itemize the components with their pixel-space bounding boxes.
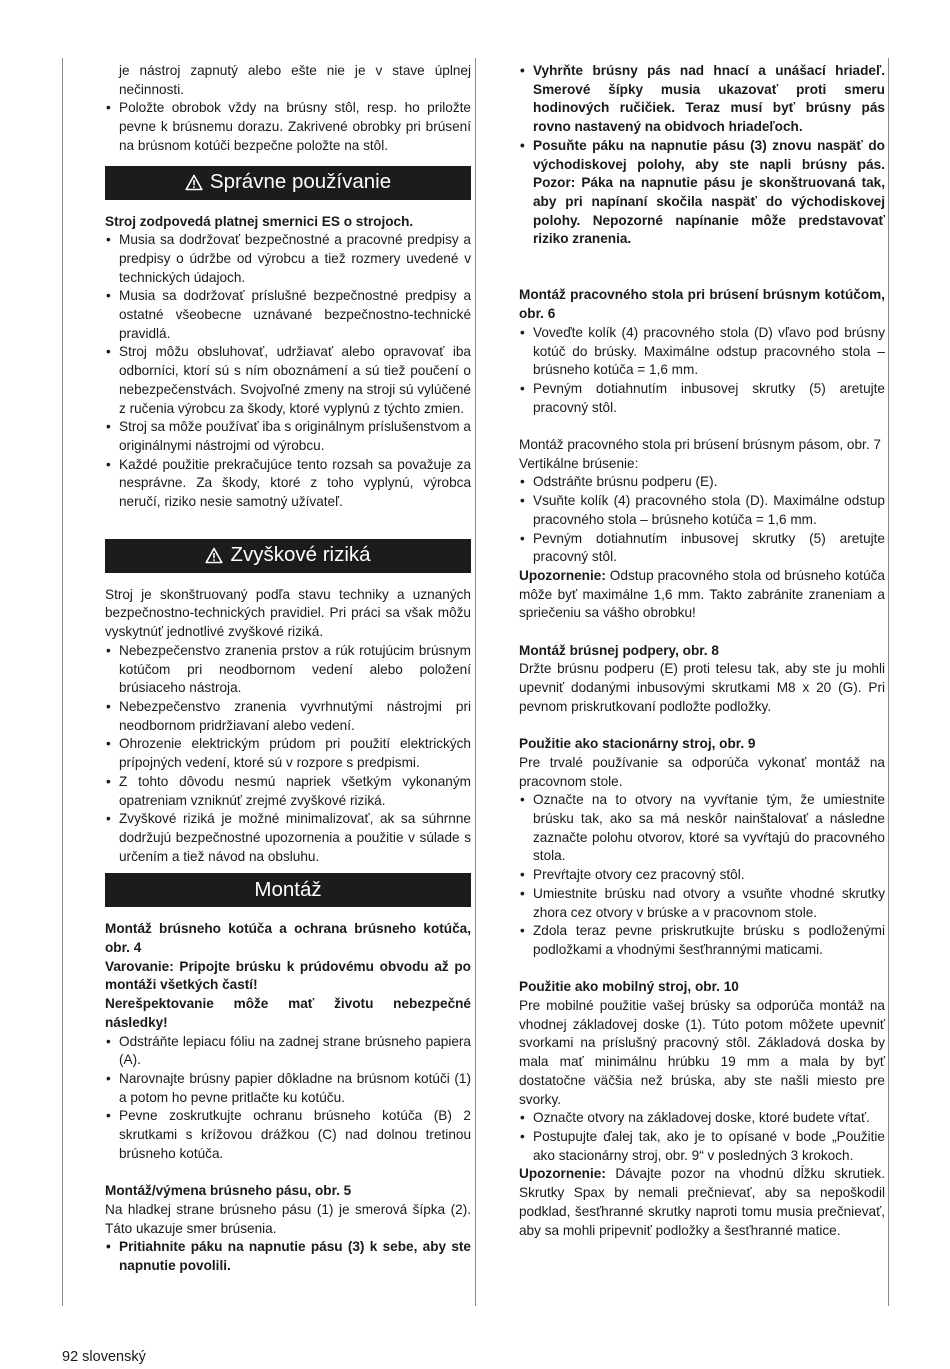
list-item: • Posuňte páku na napnutie pásu (3) znovu naspäť do východiskovej polohy, aby ste napli brúsny pás. Pozor: Páka na napnutie pásu je skonštruovaná tak, aby pri napínaní skočila naspäť do východiskovej polohy. Nepozorné napínanie môže predstavovať riziko zranenia.	[519, 137, 885, 249]
warning-triangle-icon	[185, 174, 203, 191]
disc-table-list	[519, 324, 885, 418]
section-banner-assembly	[105, 873, 471, 907]
list-item: • Odstráňte lepiacu fóliu na zadnej strane brúsneho papiera (A).	[105, 1033, 471, 1070]
list-item: • Pevným dotiahnutím inbusovej skrutky (5) aretujte pracovný stôl.	[519, 530, 885, 567]
note-text: Odstup pracovného stola od brúsneho kotúča môže byť maximálne 1,6 mm. Takto zabránite zraneniam a spriečeniu sa vášho obrobku!	[519, 567, 885, 621]
stationary-list	[519, 791, 885, 959]
list-item: • Z tohto dôvodu nesmú napriek všetkým vykonaným opatreniam vzniknúť zrejmé zvyškové riziká.	[105, 773, 471, 810]
left-column	[105, 62, 471, 1276]
section-banner-proper-use	[105, 166, 471, 200]
list-item: • Nebezpečenstvo zranenia vyvrhnutými nástrojmi pri neodbornom pridržiavaní alebo vedení.	[105, 698, 471, 735]
assembly-list	[105, 1033, 471, 1164]
list-item: • Postupujte ďalej tak, ako je to opísané v bode „Použitie ako stacionárny stroj, obr. 9“ v posledných 3 krokoch.	[519, 1128, 885, 1165]
subsection-heading: Použitie ako stacionárny stroj, obr. 9	[519, 736, 756, 752]
continued-text: je nástroj zapnutý alebo ešte nie je v stave úplnej nečinnosti.	[119, 63, 471, 97]
list-item: • Pevným dotiahnutím inbusovej skrutky (5) aretujte pracovný stôl.	[519, 380, 885, 417]
risks-list	[105, 642, 471, 866]
paragraph: Na hladkej strane brúsneho pásu (1) je smerová šípka (2). Táto ukazuje smer brúsenia.	[105, 1201, 471, 1236]
belt-steps-list	[105, 1238, 471, 1275]
section-title: Zvyškové riziká	[230, 543, 371, 567]
left-margin-rule	[62, 58, 63, 1306]
note-label: Upozornenie:	[519, 567, 606, 583]
section-lead: Stroj zodpovedá platnej smernici ES o strojoch.	[105, 213, 414, 229]
note-label: Upozornenie:	[519, 1166, 606, 1182]
subsection-heading: Montáž pracovného stola pri brúsení brúsnym kotúčom, obr. 6	[519, 287, 885, 322]
page-footer: 92 slovenský	[62, 1349, 146, 1365]
list-item: • Narovnajte brúsny papier dôkladne na brúsnom kotúči (1) a potom ho pevne pritlačte ku kotúču.	[105, 1070, 471, 1107]
list-item: • Položte obrobok vždy na brúsny stôl, resp. ho priložte pevne k brúsnemu dorazu. Zakrivené obrobky pri brúsení na brúsnom kotúči bezpečne položte na stôl.	[105, 99, 471, 155]
mobile-list	[519, 1109, 885, 1165]
proper-use-list	[105, 231, 471, 512]
section-title: Montáž	[254, 877, 322, 901]
list-item: • Vyhrňte brúsny pás nad hnací a unášací hriadeľ. Smerové šípky musia ukazovať proti smeru hodinových ručičiek. Teraz musí byť brúsny pás rovno nastavený na obidvoch hriadeľoch.	[519, 62, 885, 137]
list-item: • Každé použitie prekračujúce tento rozsah sa považuje za nesprávne. Za škody, ktoré z toho vyplynú, výrobca neručí, riziko nesie samotný užívateľ.	[105, 456, 471, 512]
continued-list	[105, 99, 471, 155]
right-column	[519, 62, 885, 1240]
list-item: • Musia sa dodržovať bezpečnostné a pracovné predpisy a predpisy o údržbe od výrobcu a tiež rozmery uvedené v technických údajoch.	[105, 231, 471, 287]
list-item: • Označte otvory na základovej doske, ktoré budete vŕtať.	[519, 1109, 885, 1128]
warning-text: Nerešpektovanie môže mať životu nebezpečné následky!	[105, 996, 471, 1030]
list-item: • Vsuňte kolík (4) pracovného stola (D). Maximálne odstup pracovného stola – brúsneho kotúča = 1,6 mm.	[519, 492, 885, 529]
section-title: Správne používanie	[209, 170, 392, 194]
subsection-heading: Montáž/výmena brúsneho pásu, obr. 5	[105, 1183, 352, 1199]
list-item: • Umiestnite brúsku nad otvory a vsuňte vhodné skrutky zhora cez otvory v brúske a v pracovnom stole.	[519, 885, 885, 922]
list-item: • Stroj sa môže používať iba s originálnym príslušenstvom a originálnymi nástrojmi od výrobcu.	[105, 418, 471, 455]
list-item: • Prevŕtajte otvory cez pracovný stôl.	[519, 866, 885, 885]
list-item: • Nebezpečenstvo zranenia prstov a rúk rotujúcim brúsnym kotúčom pri neodbornom vedení alebo položení brúsiaceho nástroja.	[105, 642, 471, 698]
paragraph: Pre trvalé používanie sa odporúča vykonať montáž na pracovnom stole.	[519, 754, 885, 789]
belt-steps-list-continued	[519, 62, 885, 249]
warning-triangle-icon	[205, 547, 223, 564]
list-item: • Odstráňte brúsnu podperu (E).	[519, 473, 885, 492]
list-item: • Pritiahnite páku na napnutie pásu (3) k sebe, aby ste napnutie povolili.	[105, 1238, 471, 1275]
paragraph: Vertikálne brúsenie:	[519, 455, 639, 471]
paragraph: Držte brúsnu podperu (E) proti telesu tak, aby ste ju mohli upevniť dodanými inbusovými skrutkami M8 x 20 (G). Pri pevnom priskrutkovaní podložte podložky.	[519, 661, 885, 714]
column-divider	[475, 58, 476, 1306]
list-item: • Voveďte kolík (4) pracovného stola (D) vľavo pod brúsny kotúč do brúsky. Maximálne odstup pracovného stola – brúsneho kotúča = 1,6 mm.	[519, 324, 885, 380]
subsection-heading: Montáž brúsneho kotúča a ochrana brúsneho kotúča, obr. 4	[105, 921, 471, 956]
note-text: Dávajte pozor na vhodnú dĺžku skrutiek. Skrutky Spax by nemali prečnievať, aby sa nepoškodil podklad, šesťhranné skrutky naproti tomu musia prečnievať, aby sa mohli pripevniť podložky a šesťhranné matice.	[519, 1166, 885, 1238]
note	[519, 567, 885, 623]
list-item: • Musia sa dodržovať príslušné bezpečnostné predpisy a ostatné všeobecne uznávané bezpečnostno-technické pravidlá.	[105, 287, 471, 343]
note	[519, 1165, 885, 1240]
subsection-heading: Použitie ako mobilný stroj, obr. 10	[519, 979, 739, 995]
right-margin-rule	[888, 58, 889, 1306]
subsection-heading: Montáž brúsnej podpery, obr. 8	[519, 642, 719, 658]
list-item: • Zdola teraz pevne priskrutkujte brúsku s podloženými podložkami a vhodnými šesťhrannými maticami.	[519, 922, 885, 959]
list-item: • Ohrozenie elektrickým prúdom pri použití elektrických prípojných vedení, ktoré sú v rozpore s predpismi.	[105, 735, 471, 772]
paragraph: Pre mobilné použitie vašej brúsky sa odporúča montáž na vhodnej základovej doske (1). Túto potom môžete upevniť svorkami na príslušný pracovný stôl. Základová doska by mala mať minimálnu hrúbku 19 mm a mala by byť dostatočne väčšia než brúska, aby ste našli miesto pre svorky.	[519, 998, 885, 1107]
list-item: • Označte na to otvory na vyvŕtanie tým, že umiestnite brúsku tak, ako sa má neskôr nainštalovať a následne zaznačte polohu otvorov, ktoré sa vyvŕtajú do pracovného stola.	[519, 791, 885, 866]
belt-table-list	[519, 473, 885, 567]
list-item: • Pevne zoskrutkujte ochranu brúsneho kotúča (B) 2 skrutkami s krížovou drážkou (C) nad dolnou tretinou brúsneho kotúča.	[105, 1107, 471, 1163]
list-item: • Stroj môžu obsluhovať, udržiavať alebo opravovať iba odborníci, ktorí sú s ním oboznámení a sú tiež poučení o nebezpečenstvách. Svojvoľné zmeny na stroji sú vylúčené z ručenia výrobcu za škody, ktoré vyplynú z týchto zmien.	[105, 343, 471, 418]
section-banner-residual-risks	[105, 539, 471, 573]
subsection-heading: Montáž pracovného stola pri brúsení brúsnym pásom, obr. 7	[519, 437, 881, 453]
warning-text: Varovanie: Pripojte brúsku k prúdovému obvodu až po montáži všetkých častí!	[105, 958, 471, 993]
section-intro: Stroj je skonštruovaný podľa stavu techniky a uznaných bezpečnostno-technických pravidiel. Pri práci sa však môžu vyskytnúť jednotlivé zvyškové riziká.	[105, 586, 471, 640]
list-item: • Zvyškové riziká je možné minimalizovať, ak sa súhrnne dodržujú bezpečnostné upozornenia a použitie v súlade s určením a tiež návod na obsluhu.	[105, 810, 471, 866]
